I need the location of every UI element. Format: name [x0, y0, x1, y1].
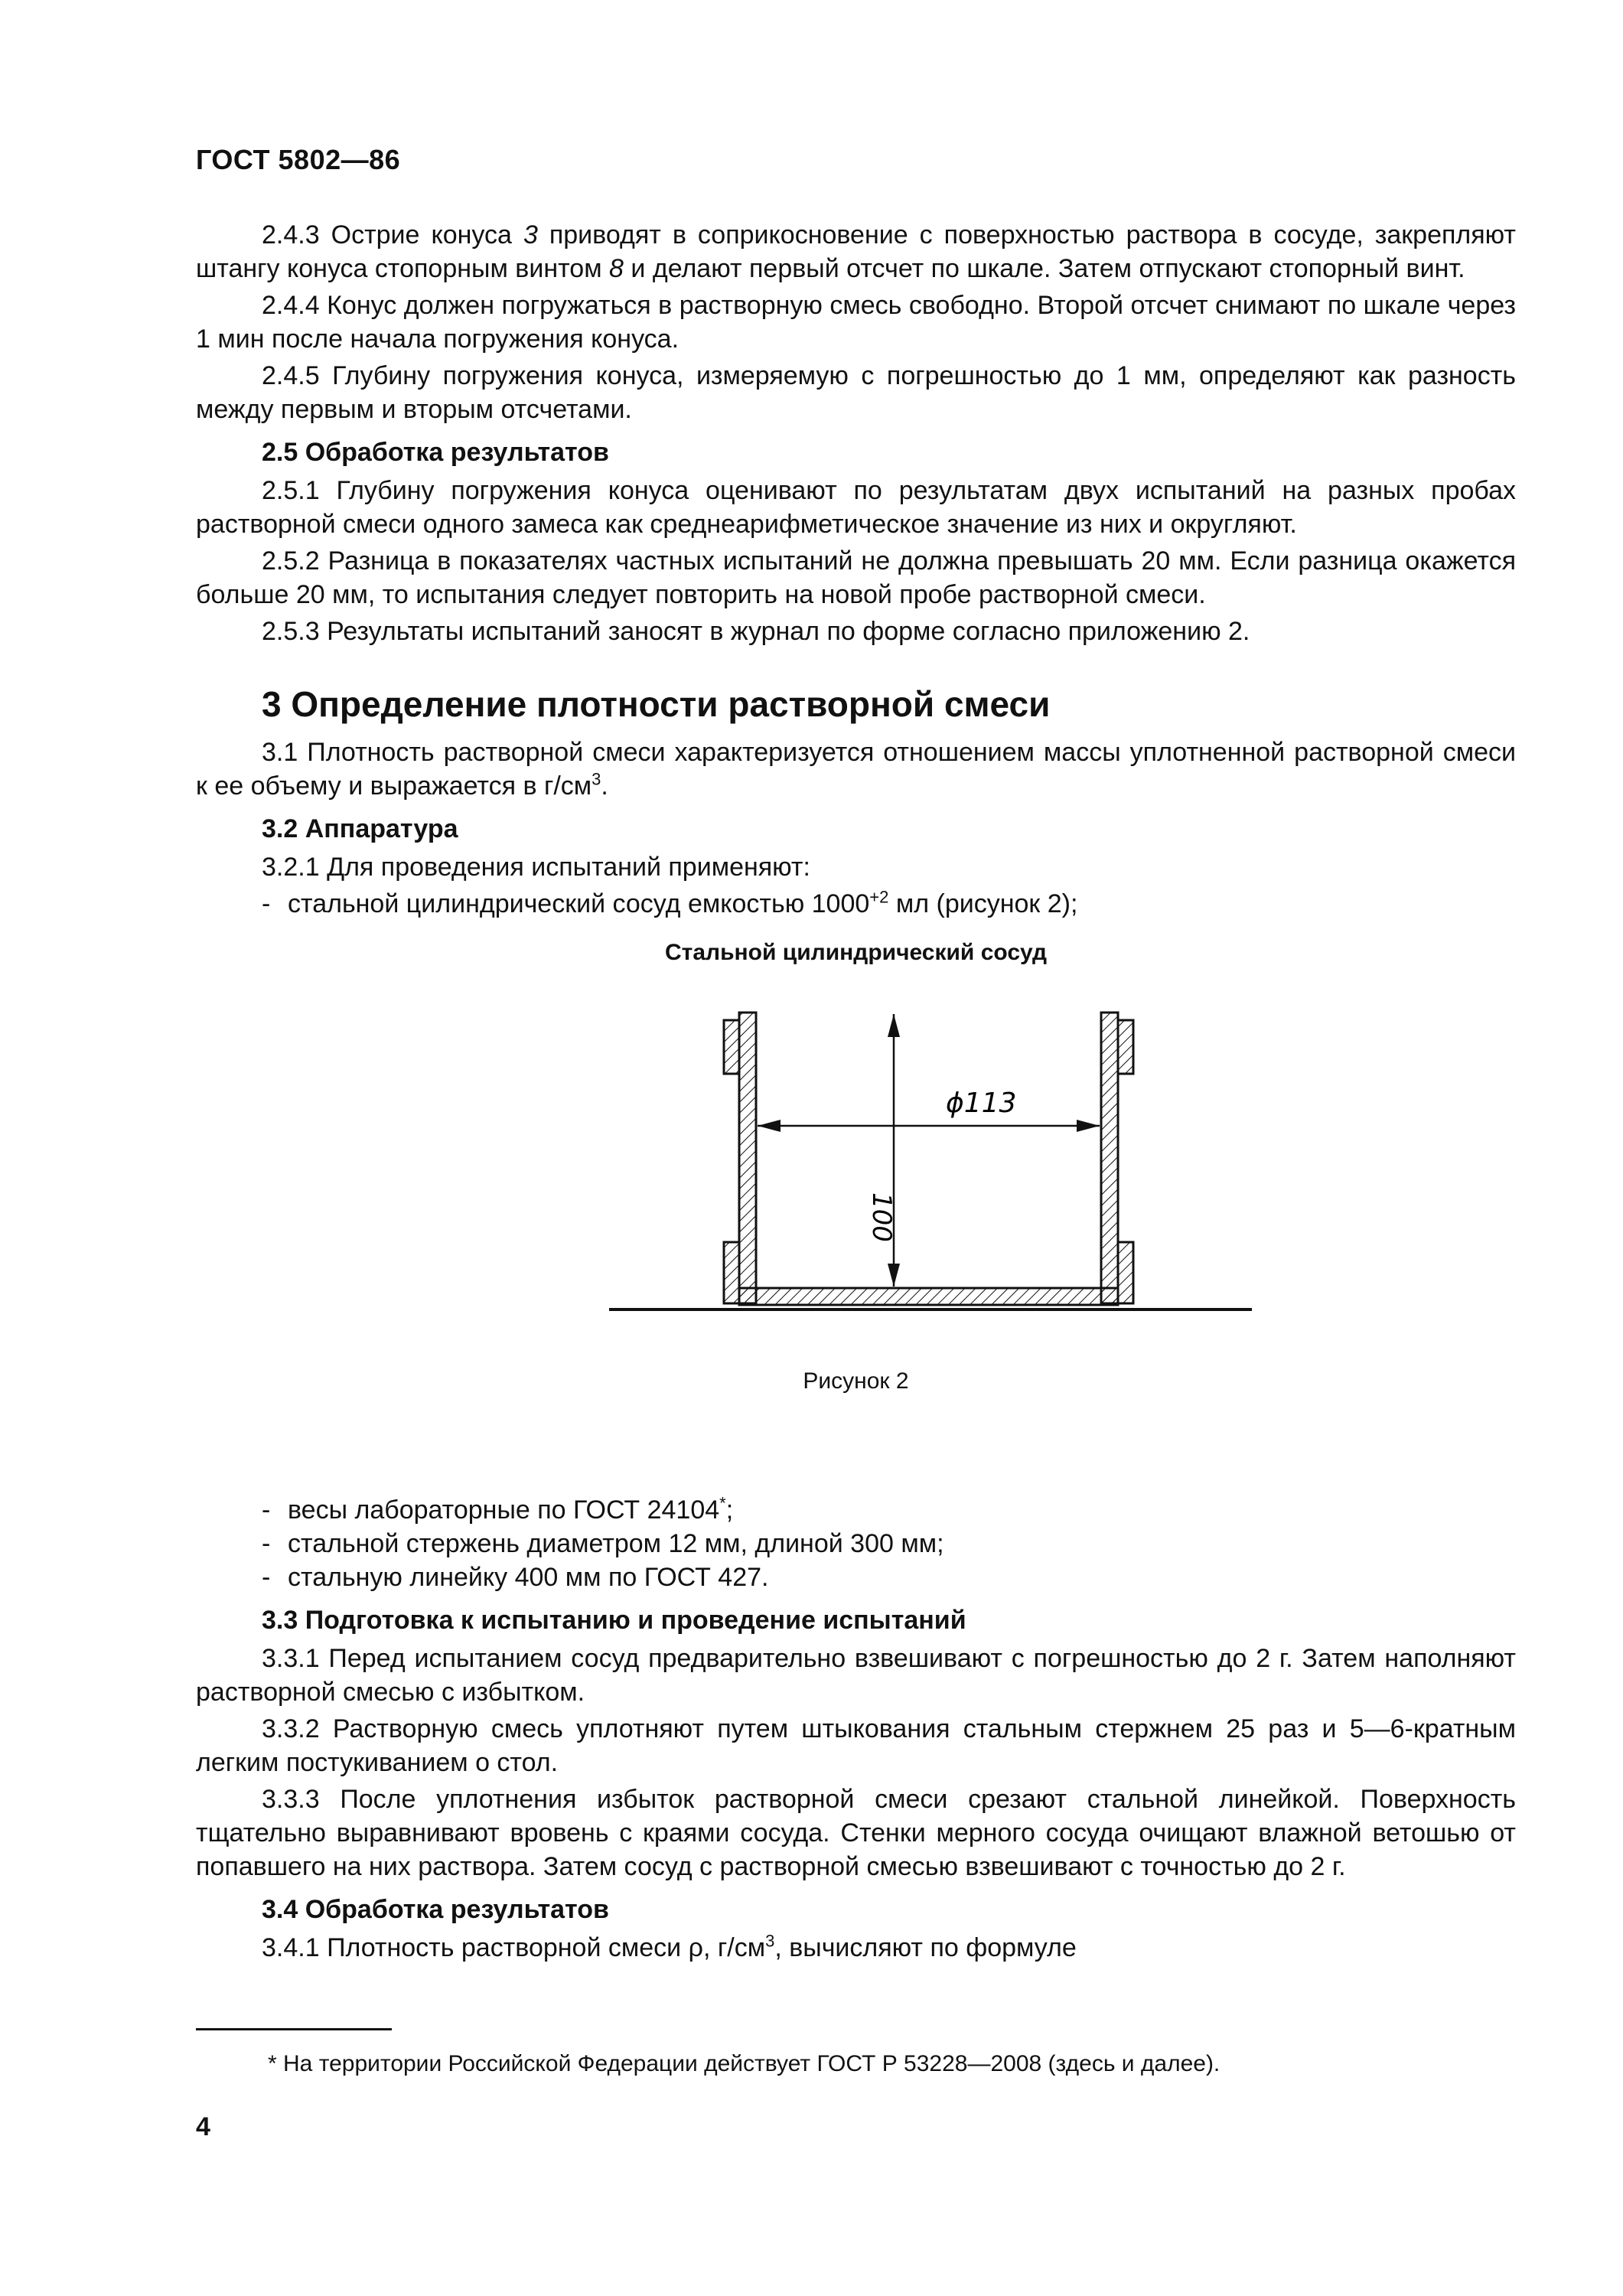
- right-top-flange: [1118, 1020, 1133, 1074]
- italic-ref-8: 8: [609, 254, 624, 283]
- text-span: и делают первый отсчет по шкале. Затем отпускают стопорный винт.: [623, 254, 1465, 283]
- figure-caption: Рисунок 2: [803, 1368, 909, 1394]
- text-span: мл (рисунок 2);: [888, 889, 1078, 918]
- superscript: 3: [592, 769, 601, 789]
- left-bottom-flange: [724, 1242, 739, 1303]
- paragraph-3-3-1: 3.3.1 Перед испытанием сосуд предварительно взвешивают с погрешностью до 2 г. Затем наполняют растворной смесью с избытком.: [196, 1644, 1516, 1707]
- text-span: .: [601, 771, 608, 801]
- heading-3-4: 3.4 Обработка результатов: [262, 1895, 609, 1924]
- footnote-rule: [196, 2028, 392, 2030]
- list-dash: -: [262, 1563, 271, 1592]
- text-span: приводят в соприкосновение с поверхностью раствора в сосуде, закрепляют штангу конуса стопорным винтом: [196, 220, 1516, 283]
- text-span: ;: [725, 1495, 734, 1525]
- document-body: [196, 218, 1516, 1968]
- list-dash: -: [262, 1529, 271, 1558]
- height-arrow-bottom: [888, 1264, 900, 1287]
- paragraph-2-4-4: 2.4.4 Конус должен погружаться в растворную смесь свободно. Второй отсчет снимают по шкале через 1 мин после начала погружения конуса.: [196, 291, 1516, 354]
- list-item-scales: [262, 1493, 1516, 1527]
- section-heading-3: 3 Определение плотности растворной смеси: [262, 684, 1051, 724]
- superscript: +2: [869, 887, 889, 907]
- footnote: * На территории Российской Федерации действует ГОСТ Р 53228—2008 (здесь и далее).: [268, 2051, 1221, 2076]
- heading-3-2: 3.2 Аппаратура: [262, 814, 458, 843]
- right-bottom-flange: [1118, 1242, 1133, 1303]
- heading-3-3: 3.3 Подготовка к испытанию и проведение испытаний: [262, 1606, 966, 1635]
- height-arrow-top: [888, 1014, 900, 1037]
- paragraph-3-2-1: 3.2.1 Для проведения испытаний применяют:: [262, 853, 810, 882]
- right-wall: [1101, 1013, 1118, 1303]
- bottom-wall: [739, 1288, 1118, 1305]
- heading-2-5: 2.5 Обработка результатов: [262, 438, 609, 467]
- italic-ref-3: 3: [523, 220, 538, 249]
- paragraph-2-4-3: [196, 218, 1516, 285]
- paragraph-2-5-3: 2.5.3 Результаты испытаний заносят в журнал по форме согласно приложению 2.: [262, 617, 1250, 646]
- list-item-ruler: [262, 1561, 1516, 1594]
- paragraph-3-1: [196, 735, 1516, 803]
- text-span: 3.4.1 Плотность растворной смеси ρ, г/см: [262, 1933, 766, 1962]
- list-item-rod: [262, 1527, 1516, 1561]
- paragraph-3-3-3: 3.3.3 После уплотнения избыток растворной смеси срезают стальной линейкой. Поверхность тщательно выравнивают вровень с краями сосуда. Стенки мерного сосуда очищают влажной ветошью от попавшего на них раствора. Затем сосуд с растворной смесью взвешивают с точностью до 2 г.: [196, 1785, 1516, 1881]
- diameter-label: ϕ113: [946, 1088, 1017, 1119]
- text-span: , вычисляют по формуле: [774, 1933, 1077, 1962]
- text-span: весы лабораторные по ГОСТ 24104: [288, 1495, 720, 1525]
- height-label: 100: [866, 1192, 897, 1242]
- paragraph-3-3-2: 3.3.2 Растворную смесь уплотняют путем штыкования стальным стержнем 25 раз и 5—6-кратным легким постукиванием о стол.: [196, 1714, 1516, 1777]
- superscript: *: [719, 1493, 726, 1513]
- page-header-doc-code: ГОСТ 5802—86: [196, 144, 401, 175]
- superscript: 3: [765, 1931, 775, 1951]
- text-span: 2.4.3 Острие конуса: [262, 220, 523, 249]
- text-span: стальной стержень диаметром 12 мм, длиной 300 мм;: [288, 1529, 944, 1558]
- diameter-arrow-left: [758, 1120, 781, 1132]
- vessel-drawing: [609, 1005, 1252, 1311]
- figure-2: [196, 936, 1516, 1487]
- paragraph-3-4-1: [196, 1931, 1516, 1965]
- paragraph-2-5-1: 2.5.1 Глубину погружения конуса оценивают по результатам двух испытаний на разных пробах растворной смеси одного замеса как среднеарифметическое значение из них и округляют.: [196, 476, 1516, 539]
- left-wall: [739, 1013, 756, 1303]
- list-item-vessel: [262, 887, 1516, 921]
- list-dash: -: [262, 1495, 271, 1525]
- text-span: стальной цилиндрический сосуд емкостью 1000: [288, 889, 870, 918]
- paragraph-2-5-2: 2.5.2 Разница в показателях частных испытаний не должна превышать 20 мм. Если разница окажется больше 20 мм, то испытания следует повторить на новой пробе растворной смеси.: [196, 546, 1516, 609]
- text-span: 3.1 Плотность растворной смеси характеризуется отношением массы уплотненной растворной смеси к ее объему и выражается в г/см: [196, 738, 1516, 801]
- text-span: стальную линейку 400 мм по ГОСТ 427.: [288, 1563, 769, 1592]
- list-dash: -: [262, 889, 271, 918]
- paragraph-2-4-5: 2.4.5 Глубину погружения конуса, измеряемую с погрешностью до 1 мм, определяют как разность между первым и вторым отсчетами.: [196, 361, 1516, 424]
- left-top-flange: [724, 1020, 739, 1074]
- page-number: 4: [196, 2112, 210, 2141]
- figure-title: Стальной цилиндрический сосуд: [665, 940, 1047, 965]
- diameter-arrow-right: [1077, 1120, 1100, 1132]
